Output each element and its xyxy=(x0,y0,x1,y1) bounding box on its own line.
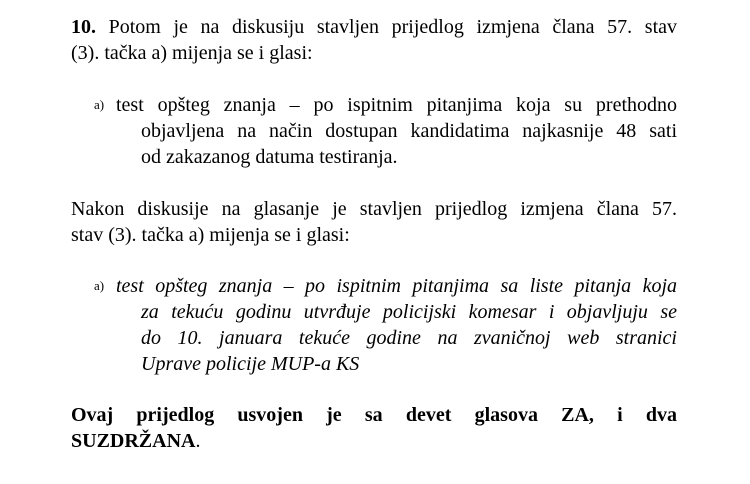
proposal-item-a-text xyxy=(116,92,677,170)
abstained-label: SUZDRŽANA xyxy=(71,430,196,452)
item-marker: a) xyxy=(94,278,105,293)
amended-line-1: test opšteg znanja – po ispitnim pitanjima sa liste pitanja koja xyxy=(116,275,677,297)
conclusion-paragraph xyxy=(71,402,677,454)
proposal-line-3: od zakazanog datuma testiranja. xyxy=(141,146,398,168)
vote-intro-line-2: stav (3). tačka a) mijenja se i glasi: xyxy=(71,224,350,246)
conclusion-line-1: Ovaj prijedlog usvojen je sa devet glasova ZA, i dva xyxy=(71,404,677,426)
conclusion-period: . xyxy=(195,430,201,452)
amended-line-2: za tekuću godinu utvrđuje policijski komesar i objavljuju se xyxy=(141,301,677,323)
section-10-line-1 xyxy=(71,14,677,40)
vote-intro-paragraph xyxy=(71,196,677,248)
amended-item-a-text xyxy=(116,273,677,377)
proposal-line-1: test opšteg znanja – po ispitnim pitanjima koja su prethodno xyxy=(116,94,677,116)
document-page xyxy=(71,14,677,454)
item-marker: a) xyxy=(94,97,105,112)
vote-intro-line-1: Nakon diskusije na glasanje je stavljen prijedlog izmjena člana 57. xyxy=(71,198,677,220)
amended-line-3: do 10. januara tekuće godine na zvaničnoj web stranici xyxy=(141,327,677,349)
conclusion-line-2 xyxy=(71,428,677,454)
proposal-line-2: objavljena na način dostupan kandidatima najkasnije 48 sati xyxy=(141,120,677,142)
section-10-paragraph xyxy=(71,14,677,66)
section-number: 10. xyxy=(71,16,96,38)
amended-line-4: Uprave policije MUP-a KS xyxy=(141,353,360,375)
amended-item-a xyxy=(94,273,677,377)
proposal-item-a xyxy=(94,92,677,170)
section-10-line-2: (3). tačka a) mijenja se i glasi: xyxy=(71,42,313,64)
section-10-text-1: Potom je na diskusiju stavljen prijedlog izmjena člana 57. stav xyxy=(108,16,677,38)
